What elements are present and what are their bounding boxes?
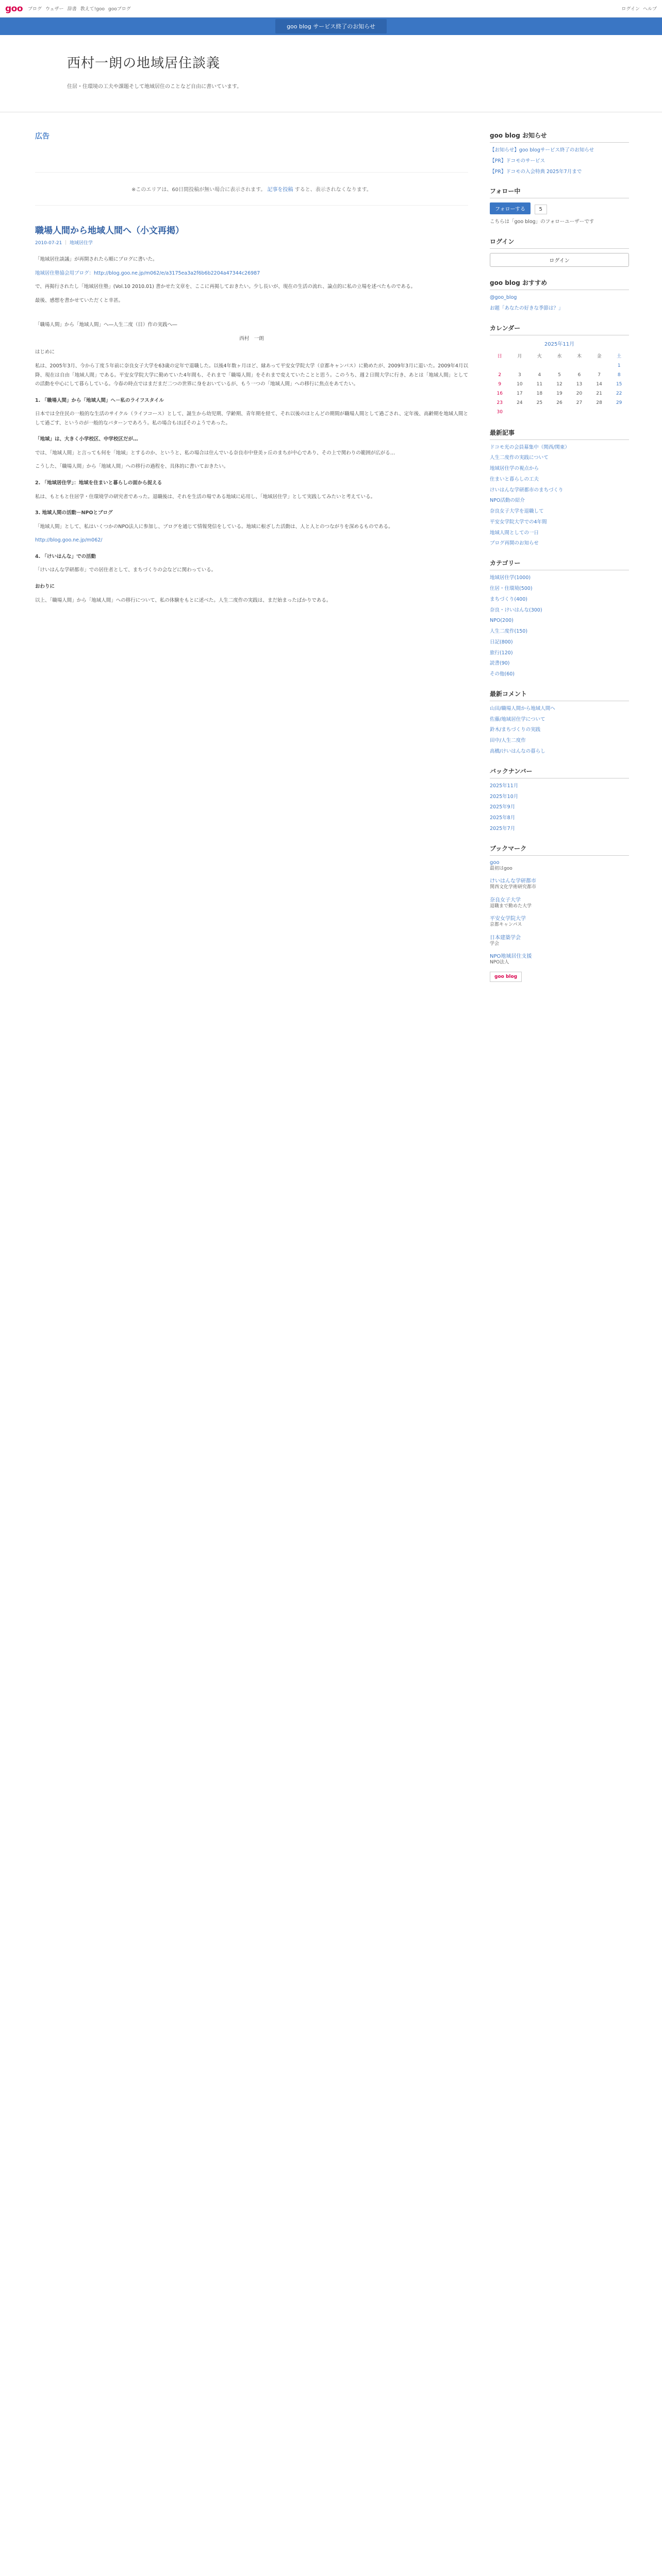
weekday: 木 [577, 353, 582, 359]
category-list [490, 574, 629, 678]
notice-item[interactable]: 【PR】ドコモのサービス [490, 158, 545, 164]
calendar-week [490, 389, 629, 398]
calendar-day[interactable]: 5 [558, 372, 561, 378]
sidebar-heading: カテゴリー [490, 558, 629, 570]
calendar-day[interactable]: 8 [617, 372, 621, 378]
calendar-day [550, 361, 570, 370]
ad-label: 広告 [35, 132, 49, 141]
sidebar-recommend [490, 278, 629, 312]
recent-list [490, 444, 629, 548]
notice-item[interactable]: 【お知らせ】goo blogサービス終了のお知らせ [490, 147, 594, 153]
calendar-day [490, 361, 510, 370]
entry-paragraph: で、再掲行されたし「地域居住塾」(Vol.10 2010.01) 書かせた文章を、ここに再掲しておきたい。少し長いが、現在の生活の流れ、論点的に私の立場を述べたものである。 [35, 284, 416, 290]
category-item[interactable]: 読書(90) [490, 660, 510, 667]
calendar-day[interactable]: 15 [616, 381, 622, 387]
calendar-day[interactable]: 10 [517, 381, 523, 387]
calendar-week [490, 408, 629, 417]
entry-paragraph: こうした、「職場人間」から「地域人間」への移行の過程を、具体的に書いておきたい。 [35, 464, 229, 470]
calendar-day[interactable]: 9 [498, 381, 502, 387]
entry-category[interactable]: 地域居住学 [70, 241, 93, 246]
sidebar-heading: 最新コメント [490, 689, 629, 701]
login-link[interactable]: ログイン [621, 7, 640, 12]
recent-entry[interactable]: 地域人間としての一日 [490, 530, 539, 536]
entry-paragraph: 私は、2005年3月、今から丁度５年前に奈良女子大学を63歳の定年で退職した。以後4年数ヶ月ほど、縁あって平安女学院大学（京都キャンパス）に勤めたが、2009年3月に退いた。2009年4月以降、現在は自由「地域人間」である。平安女学院大学に勤めていた4年間も、それまで「職場人間」をそれまで変えていたことと思う。このうち、週２日間大学に行き、あとは「地域人間」としての活動を中心にして暮らしている。今春の時点ではまだまだ二つの世界に身をおいているが、もう一つの「地域人間」への移行に焦点をあてたい。 [35, 363, 468, 387]
calendar-day[interactable]: 24 [517, 400, 523, 405]
top-nav-item[interactable]: 教えて!goo [80, 7, 105, 12]
top-right-links [621, 5, 657, 12]
calendar-day[interactable]: 23 [496, 400, 503, 405]
sidebar-categories [490, 558, 629, 678]
service-end-notice-link[interactable]: goo blog サービス終了のお知らせ [275, 19, 387, 33]
category-item[interactable]: NPO(200) [490, 618, 514, 624]
sidebar-heading: 最新記事 [490, 428, 629, 440]
follow-desc: こちらは「goo blog」のフォローユーザーです [490, 219, 594, 225]
entry-paragraph: 最後、感想を書かせていただくと幸甚。 [35, 297, 124, 303]
category-item[interactable]: 日記(800) [490, 639, 513, 645]
top-nav-item[interactable]: ウェザー [45, 7, 64, 12]
calendar-day[interactable]: 26 [556, 400, 562, 405]
archive-item[interactable]: 2025年10月 [490, 793, 519, 800]
entry-paragraph: 私は、もともと住居学・住環境学の研究者であった。退職後は、それを生活の場である地域に応用し、「地域居住学」として実践してみたいと考えている。 [35, 494, 376, 500]
entry-paragraph: 「職場人間」から「地域人間」へ―人生二度（目）作の実践へ― [35, 322, 177, 328]
sidebar-heading: バックナンバー [490, 767, 629, 778]
calendar-day [550, 408, 570, 417]
sidebar-calendar [490, 324, 629, 417]
calendar-day[interactable]: 20 [576, 391, 583, 396]
calendar-day[interactable]: 18 [536, 391, 543, 396]
calendar-day[interactable]: 27 [576, 400, 583, 405]
calendar-day [529, 361, 550, 370]
goo-logo[interactable]: goo [5, 3, 23, 14]
top-nav-item[interactable]: ブログ [28, 7, 42, 12]
sidebar-heading: フォロー中 [490, 187, 629, 198]
weekday: 月 [517, 353, 522, 359]
comment-item[interactable]: 山田/職場人間から地域人間へ [490, 705, 555, 711]
calendar-week [490, 380, 629, 389]
calendar-day[interactable]: 30 [496, 409, 503, 415]
sidebar-heading: カレンダー [490, 324, 629, 335]
calendar-day[interactable]: 2 [498, 372, 502, 378]
comment-item[interactable]: 鈴木/まちづくりの実践 [490, 727, 541, 733]
calendar-day[interactable]: 13 [576, 381, 583, 387]
recent-entry[interactable]: ブログ再開のお知らせ [490, 540, 539, 547]
calendar-table [490, 350, 629, 417]
archive-item[interactable]: 2025年8月 [490, 815, 516, 821]
archive-item[interactable]: 2025年11月 [490, 783, 519, 789]
recent-entry[interactable]: 平安女学院大学での4年間 [490, 519, 547, 525]
weekday: 金 [597, 353, 602, 359]
calendar-day[interactable]: 14 [596, 381, 602, 387]
category-item[interactable]: 人生二度作(150) [490, 629, 528, 635]
sidebar-heading: goo blog おすすめ [490, 278, 629, 290]
comment-item[interactable]: 高橋/けいはんなの暮らし [490, 748, 545, 754]
bookmark-link[interactable]: NPO地域居住支援 [490, 954, 532, 960]
main-column [35, 131, 478, 993]
sidebar-bookmark [490, 844, 629, 982]
calendar-day[interactable]: 29 [616, 400, 622, 405]
entry-heading: 2. 「地域居住学」：地域を住まいと暮らしの面から捉える [35, 480, 162, 486]
weekday: 火 [537, 353, 542, 359]
weekday: 日 [497, 353, 502, 359]
goo-blog-badge[interactable] [490, 972, 522, 982]
calendar-day[interactable]: 28 [596, 400, 602, 405]
entry-body [35, 255, 468, 605]
calendar-day[interactable]: 22 [616, 391, 622, 396]
calendar-weekdays [490, 350, 629, 361]
calendar-day[interactable]: 25 [536, 400, 543, 405]
entry-link[interactable]: 地域居住塾協会用ブログ：http://blog.goo.ne.jp/m062/e/a3175ea3a2f6b6b2204a47344c26987 [35, 270, 260, 276]
recent-entry[interactable]: 奈良女子大学を退職して [490, 509, 544, 515]
entry-title[interactable]: 職場人間から地域人間へ（小文再掲） [35, 226, 184, 236]
top-nav-item[interactable]: gooブログ [108, 7, 131, 12]
calendar-day[interactable]: 6 [577, 372, 581, 378]
top-nav-item[interactable]: 辞書 [67, 7, 77, 12]
entry-author: 西村 一朗 [239, 335, 264, 342]
entry-heading: おわりに [35, 583, 55, 589]
top-bar [0, 0, 662, 18]
follow-button[interactable]: フォローする [490, 202, 531, 214]
calendar-day[interactable]: 19 [556, 391, 562, 396]
calendar-day [609, 408, 629, 417]
category-item[interactable]: 奈良・けいはんな(300) [490, 607, 542, 613]
sidebar-login [490, 237, 629, 267]
badge-text: goo blog [494, 974, 518, 979]
recent-entry[interactable]: 住まいと暮らしの工夫 [490, 476, 539, 482]
weekday: 水 [557, 353, 562, 359]
weekday: 土 [617, 353, 622, 359]
calendar-day[interactable]: 12 [556, 381, 562, 387]
calendar-day[interactable]: 3 [518, 372, 521, 378]
sidebar-follow [490, 187, 629, 226]
inactive-notice [35, 172, 468, 206]
bookmark-link[interactable]: 奈良女子大学 [490, 897, 521, 903]
entry-paragraph: 以上、「職場人間」から「地域人間」への移行について、私の体験をもとに述べた。人生二度作の実践は、まだ始まったばかりである。 [35, 597, 332, 603]
recent-entry[interactable]: 地域居住学の視点から [490, 466, 539, 472]
bookmark-link[interactable]: 日本建築学会 [490, 935, 521, 941]
archive-item[interactable]: 2025年7月 [490, 825, 516, 832]
calendar-day[interactable]: 16 [496, 391, 503, 396]
entry-heading: 3. 地域人間の活動－NPOとブログ [35, 510, 113, 516]
notice-item[interactable]: 【PR】ドコモの入会特典 2025年7月まで [490, 168, 582, 175]
sidebar-comments [490, 689, 629, 755]
bookmark-link[interactable]: goo [490, 859, 500, 866]
calendar-day [569, 361, 589, 370]
blog-description: 住居・住環境の工夫や課題そして地域居住のことなど自由に書いています。 [67, 84, 242, 90]
sidebar-heading: ブックマーク [490, 844, 629, 856]
sidebar-heading: ログイン [490, 237, 629, 249]
calendar-day[interactable]: 17 [517, 391, 523, 396]
calendar-day[interactable]: 21 [596, 391, 602, 396]
calendar-day [510, 408, 530, 417]
login-button[interactable]: ログイン [490, 253, 629, 267]
recent-entry[interactable]: ドコモ光の会員募集中（関西/関東） [490, 444, 570, 450]
calendar-day[interactable]: 1 [617, 363, 621, 368]
recommend-item[interactable]: お題「あなたの好きな季節は？」 [490, 305, 564, 311]
top-nav [28, 5, 131, 12]
sidebar [490, 131, 629, 993]
bookmark-link[interactable]: けいはんな学研都市 [490, 878, 536, 885]
entry-heading: 4. 「けいはんな」での活動 [35, 553, 96, 560]
entry-heading: 1. 「職場人間」から「地域人間」へ－私のライフスタイル [35, 397, 164, 403]
sidebar-notice [490, 131, 629, 175]
notice-tail: すると、表示されなくなります。 [294, 187, 372, 193]
bookmark-desc: 関西文化学術研究都市 [490, 885, 537, 890]
calendar-day [510, 361, 530, 370]
blog-header [0, 35, 662, 112]
calendar-day[interactable]: 11 [536, 381, 543, 387]
recent-entry[interactable]: 人生二度作の実践について [490, 455, 549, 461]
entry-paragraph: 「けいはんな学研都市」での居住者として、まちづくりの会などに関わっている。 [35, 567, 217, 573]
calendar-month: 2025年11月 [544, 341, 575, 347]
category-item[interactable]: まちづくり(400) [490, 596, 527, 602]
category-item[interactable]: 地域居住学(1000) [490, 575, 531, 581]
calendar-day[interactable]: 4 [538, 372, 541, 378]
calendar-week [490, 361, 629, 370]
entry-paragraph: 「地域居住談議」が再開されたら順にブログに書いた。 [35, 257, 158, 262]
bookmark-desc: 最初はgoo [490, 866, 512, 871]
blog-title[interactable]: 西村一朗の地域居住談義 [67, 56, 221, 71]
recent-entry[interactable]: NPO活動の紹介 [490, 498, 525, 504]
post-article-link[interactable]: 記事を投稿 [267, 187, 293, 193]
calendar-day [589, 361, 609, 370]
category-item[interactable]: 旅行(120) [490, 650, 513, 656]
comment-list [490, 705, 629, 755]
category-item[interactable]: その他(60) [490, 671, 515, 677]
help-link[interactable]: ヘルプ [642, 7, 657, 12]
notice-text: ※このエリアは、60日間投稿が無い場合に表示されます。 [131, 187, 266, 193]
entry-link[interactable]: http://blog.goo.ne.jp/m062/ [35, 537, 103, 544]
bookmark-list [490, 860, 629, 967]
calendar-day[interactable]: 7 [598, 372, 601, 378]
bookmark-desc: NPO法人 [490, 960, 509, 965]
sidebar-heading: goo blog お知らせ [490, 131, 629, 143]
calendar-week [490, 370, 629, 380]
category-item[interactable]: 住居・住環境(500) [490, 586, 533, 592]
bookmark-desc: 京都キャンパス [490, 922, 522, 928]
comment-item[interactable]: 佐藤/地域居住学について [490, 716, 545, 722]
archive-list [490, 783, 629, 833]
bookmark-link[interactable]: 平安女学院大学 [490, 916, 526, 922]
follow-count: 5 [535, 205, 547, 214]
entry-paragraph: では、「地域人間」と言っても何を「地域」とするのか、というと、私の場合は住んでいる奈良市中登美ヶ丘のまちが中心であり、その上で関わりの範囲が広がる… [35, 450, 395, 456]
service-notice-bar [0, 18, 662, 35]
entry-paragraph: 日本では全住民の一般的な生活のサイクル（ライフコース）として、誕生から幼児期、学齢期、青年期を経て、それ以後のほとんどの期間が職場人間として過ごされ、定年後、高齢期を地域人間として過ごす、というのが一般的なパターンであろう。私の場合もほぼそのようであった。 [35, 411, 468, 426]
calendar-week [490, 398, 629, 408]
calendar-day [589, 408, 609, 417]
entry-paragraph: 「地域人間」として、私はいくつかのNPO法人に参加し、ブログを通じて情報発信をしている。地域に根ざした活動は、人と人とのつながりを深めるものである。 [35, 523, 393, 530]
calendar-day [569, 408, 589, 417]
calendar-body [490, 361, 629, 417]
entry-heading: 「地域」は、大きく小学校区、中学校区だが… [35, 436, 138, 443]
entry-paragraph: はじめに [35, 349, 55, 355]
calendar-day [529, 408, 550, 417]
entry-date[interactable]: 2010-07-21 [35, 241, 62, 246]
archive-item[interactable]: 2025年9月 [490, 804, 516, 810]
bookmark-desc: 退職まで勤めた大学 [490, 903, 532, 909]
sidebar-recent [490, 428, 629, 548]
sidebar-archive [490, 767, 629, 833]
bookmark-desc: 学会 [490, 941, 500, 946]
entry-meta: 2010-07-21 ｜ 地域居住学 [35, 241, 93, 246]
comment-item[interactable]: 田中/人生二度作 [490, 738, 526, 744]
recent-entry[interactable]: けいはんな学研都市のまちづくり [490, 487, 564, 493]
recommend-item[interactable]: @goo_blog [490, 295, 517, 301]
